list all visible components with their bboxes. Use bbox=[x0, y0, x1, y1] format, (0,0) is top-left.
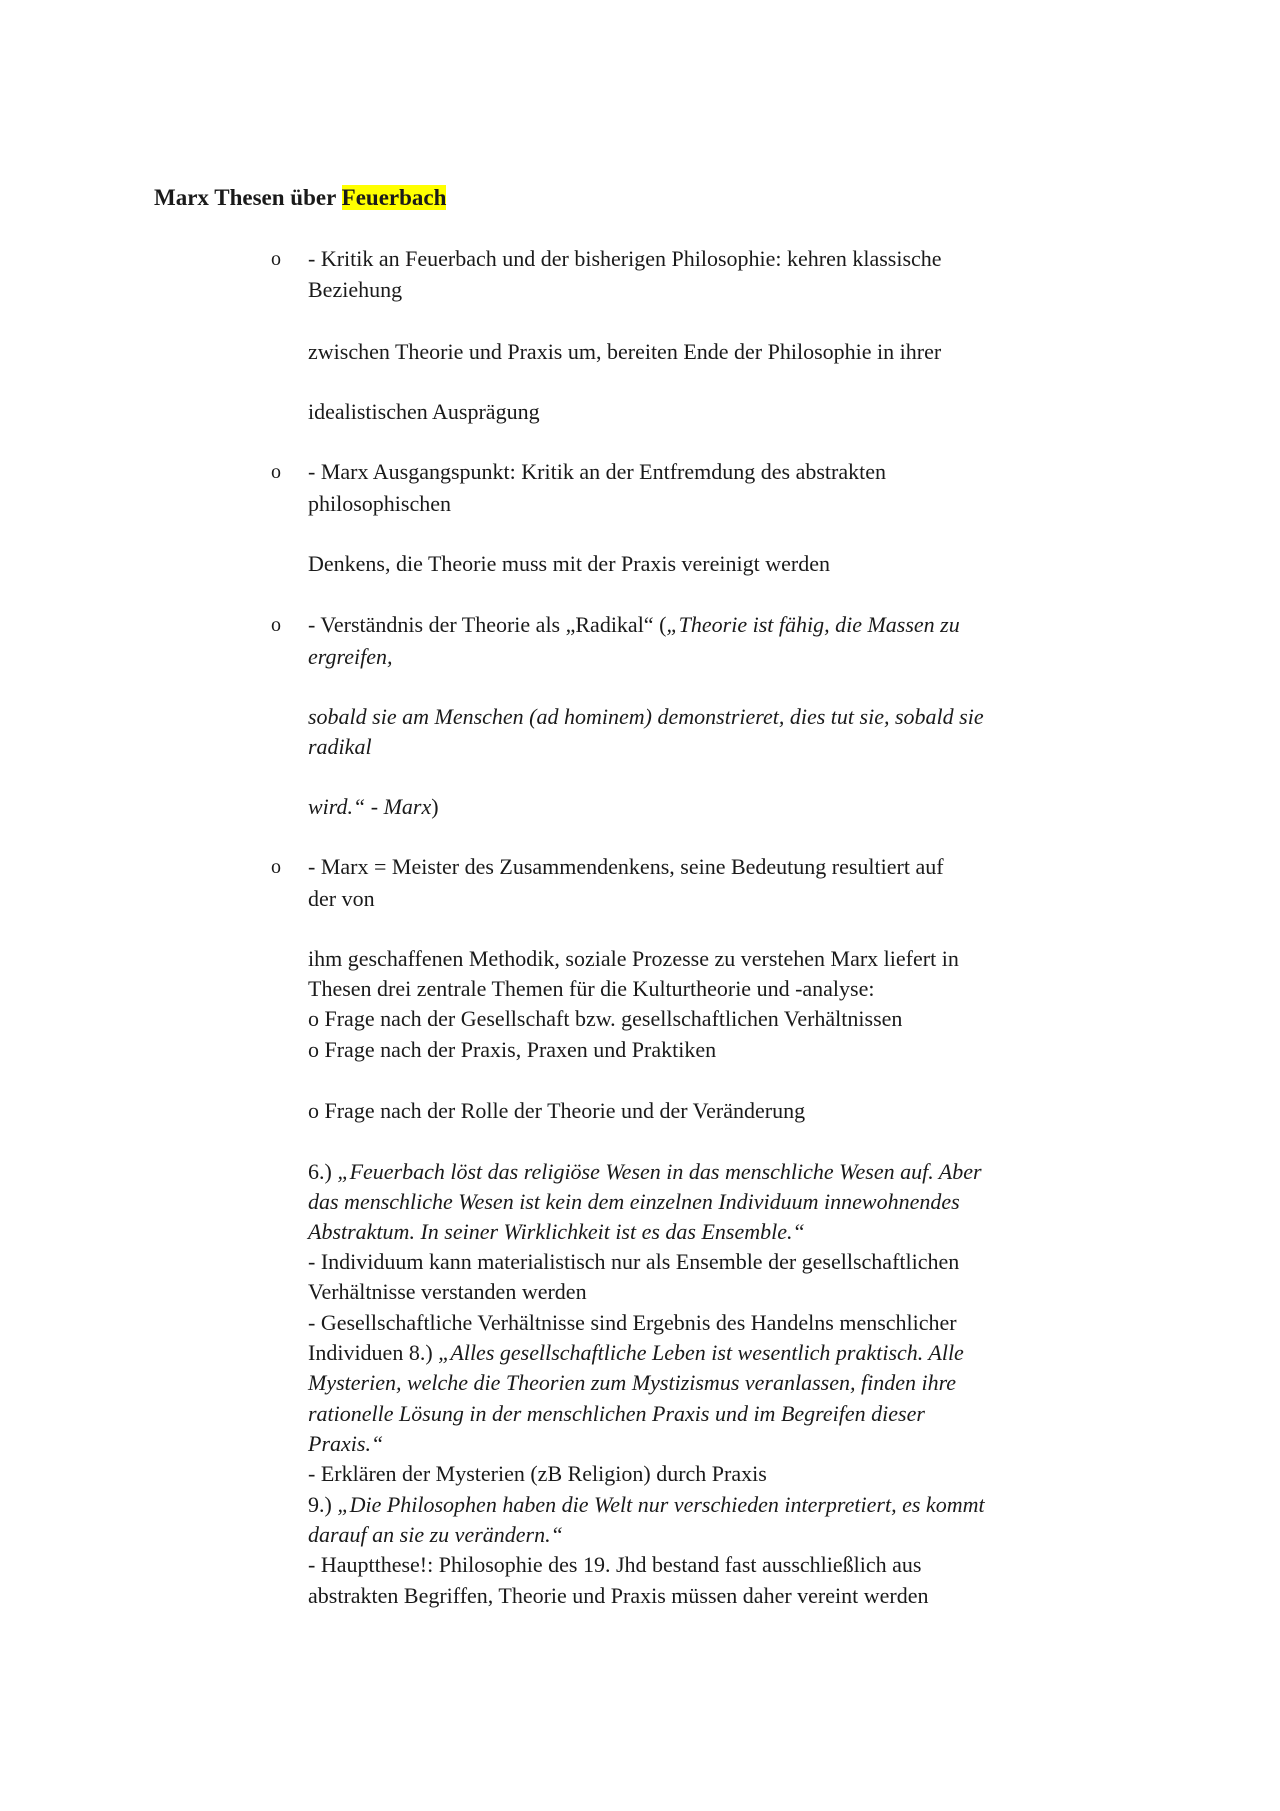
italic-quote-segment: Abstraktum. In seiner Wirklichkeit ist es das Ensemble.“ bbox=[308, 1219, 805, 1244]
italic-quote-segment: „Die Philosophen haben die Welt nur verschieden interpretiert, es kommt bbox=[337, 1492, 985, 1517]
text-segment: - Hauptthese!: Philosophie des 19. Jhd bestand fast ausschließlich aus bbox=[308, 1552, 922, 1577]
bullet-marker: o bbox=[271, 614, 281, 636]
text-line bbox=[308, 1247, 959, 1277]
text-segment: abstrakten Begriffen, Theorie und Praxis müssen daher vereint werden bbox=[308, 1583, 929, 1608]
italic-quote-segment: wird.“ - Marx bbox=[308, 794, 432, 819]
text-segment: 9.) bbox=[308, 1492, 338, 1517]
text-line bbox=[308, 1338, 964, 1368]
text-segment: - Kritik an Feuerbach und der bisherigen Philosophie: kehren klassische bbox=[308, 246, 942, 271]
text-line bbox=[308, 1520, 563, 1550]
text-line bbox=[308, 944, 959, 974]
text-segment: o Frage nach der Rolle der Theorie und der Veränderung bbox=[308, 1098, 806, 1123]
italic-quote-segment: darauf an sie zu verändern.“ bbox=[308, 1522, 563, 1547]
italic-quote-segment: „Alles gesellschaftliche Leben ist wesentlich praktisch. Alle bbox=[438, 1340, 964, 1365]
text-segment: Beziehung bbox=[308, 277, 403, 302]
italic-quote-segment: radikal bbox=[308, 734, 372, 759]
text-line bbox=[308, 1581, 929, 1611]
text-line bbox=[308, 397, 540, 427]
text-segment: idealistischen Ausprägung bbox=[308, 399, 540, 424]
text-segment: - Gesellschaftliche Verhältnisse sind Ergebnis des Handelns menschlicher bbox=[308, 1310, 957, 1335]
text-segment: 6.) bbox=[308, 1159, 338, 1184]
text-line bbox=[308, 974, 874, 1004]
text-segment: zwischen Theorie und Praxis um, bereiten Ende der Philosophie in ihrer bbox=[308, 339, 942, 364]
title-highlight: Feuerbach bbox=[341, 185, 447, 210]
text-line bbox=[308, 275, 402, 305]
italic-quote-segment: Praxis.“ bbox=[308, 1431, 384, 1456]
text-line bbox=[308, 884, 375, 914]
text-line bbox=[308, 702, 984, 732]
text-segment: - Marx Ausgangspunkt: Kritik an der Entfremdung des abstrakten bbox=[308, 459, 886, 484]
text-line bbox=[308, 244, 942, 274]
text-segment: Thesen drei zentrale Themen für die Kulturtheorie und -analyse: bbox=[308, 976, 875, 1001]
text-line bbox=[308, 489, 451, 519]
text-segment: ) bbox=[431, 794, 439, 819]
italic-quote-segment: das menschliche Wesen ist kein dem einzelnen Individuum innewohnendes bbox=[308, 1189, 960, 1214]
text-line bbox=[308, 1035, 716, 1065]
text-segment: Denkens, die Theorie muss mit der Praxis vereinigt werden bbox=[308, 551, 830, 576]
title-prefix: Marx Thesen über bbox=[154, 185, 342, 210]
text-line bbox=[308, 1368, 956, 1398]
text-line bbox=[308, 337, 941, 367]
text-line bbox=[308, 1550, 921, 1580]
text-line bbox=[308, 457, 886, 487]
text-segment: Individuen 8.) bbox=[308, 1340, 439, 1365]
text-line bbox=[308, 732, 372, 762]
text-line bbox=[308, 1308, 957, 1338]
bullet-marker: o bbox=[271, 856, 281, 878]
text-segment: - Individuum kann materialistisch nur als Ensemble der gesellschaftlichen bbox=[308, 1249, 960, 1274]
text-line bbox=[308, 1277, 587, 1307]
text-line bbox=[308, 1187, 960, 1217]
italic-quote-segment: rationelle Lösung in der menschlichen Praxis und im Begreifen dieser bbox=[308, 1401, 925, 1426]
text-line bbox=[308, 549, 830, 579]
italic-quote-segment: „Feuerbach löst das religiöse Wesen in das menschliche Wesen auf. Aber bbox=[337, 1159, 982, 1184]
bullet-marker: o bbox=[271, 248, 281, 270]
document-title bbox=[154, 183, 446, 213]
italic-quote-segment: „Theorie ist fähig, die Massen zu bbox=[666, 612, 960, 637]
italic-quote-segment: Mysterien, welche die Theorien zum Mystizismus veranlassen, finden ihre bbox=[308, 1370, 957, 1395]
text-line bbox=[308, 1429, 383, 1459]
text-line bbox=[308, 642, 393, 672]
bullet-marker: o bbox=[271, 461, 281, 483]
text-segment: philosophischen bbox=[308, 491, 451, 516]
text-line bbox=[308, 792, 439, 822]
text-line bbox=[308, 1004, 902, 1034]
text-segment: der von bbox=[308, 886, 375, 911]
text-line bbox=[308, 1490, 985, 1520]
text-line bbox=[308, 610, 960, 640]
text-line bbox=[308, 1157, 982, 1187]
text-segment: o Frage nach der Praxis, Praxen und Praktiken bbox=[308, 1037, 717, 1062]
text-segment: - Marx = Meister des Zusammendenkens, seine Bedeutung resultiert auf bbox=[308, 854, 944, 879]
text-segment: - Erklären der Mysterien (zB Religion) durch Praxis bbox=[308, 1461, 767, 1486]
text-segment: o Frage nach der Gesellschaft bzw. gesellschaftlichen Verhältnissen bbox=[308, 1006, 903, 1031]
text-segment: ihm geschaffenen Methodik, soziale Prozesse zu verstehen Marx liefert in bbox=[308, 946, 959, 971]
text-line bbox=[308, 1399, 925, 1429]
text-line bbox=[308, 1217, 805, 1247]
text-line bbox=[308, 1459, 767, 1489]
text-line bbox=[308, 1096, 805, 1126]
text-segment: - Verständnis der Theorie als „Radikal“ ( bbox=[308, 612, 667, 637]
text-segment: Verhältnisse verstanden werden bbox=[308, 1279, 587, 1304]
italic-quote-segment: ergreifen, bbox=[308, 644, 393, 669]
text-line bbox=[308, 852, 944, 882]
italic-quote-segment: sobald sie am Menschen (ad hominem) demonstrieret, dies tut sie, sobald sie bbox=[308, 704, 984, 729]
